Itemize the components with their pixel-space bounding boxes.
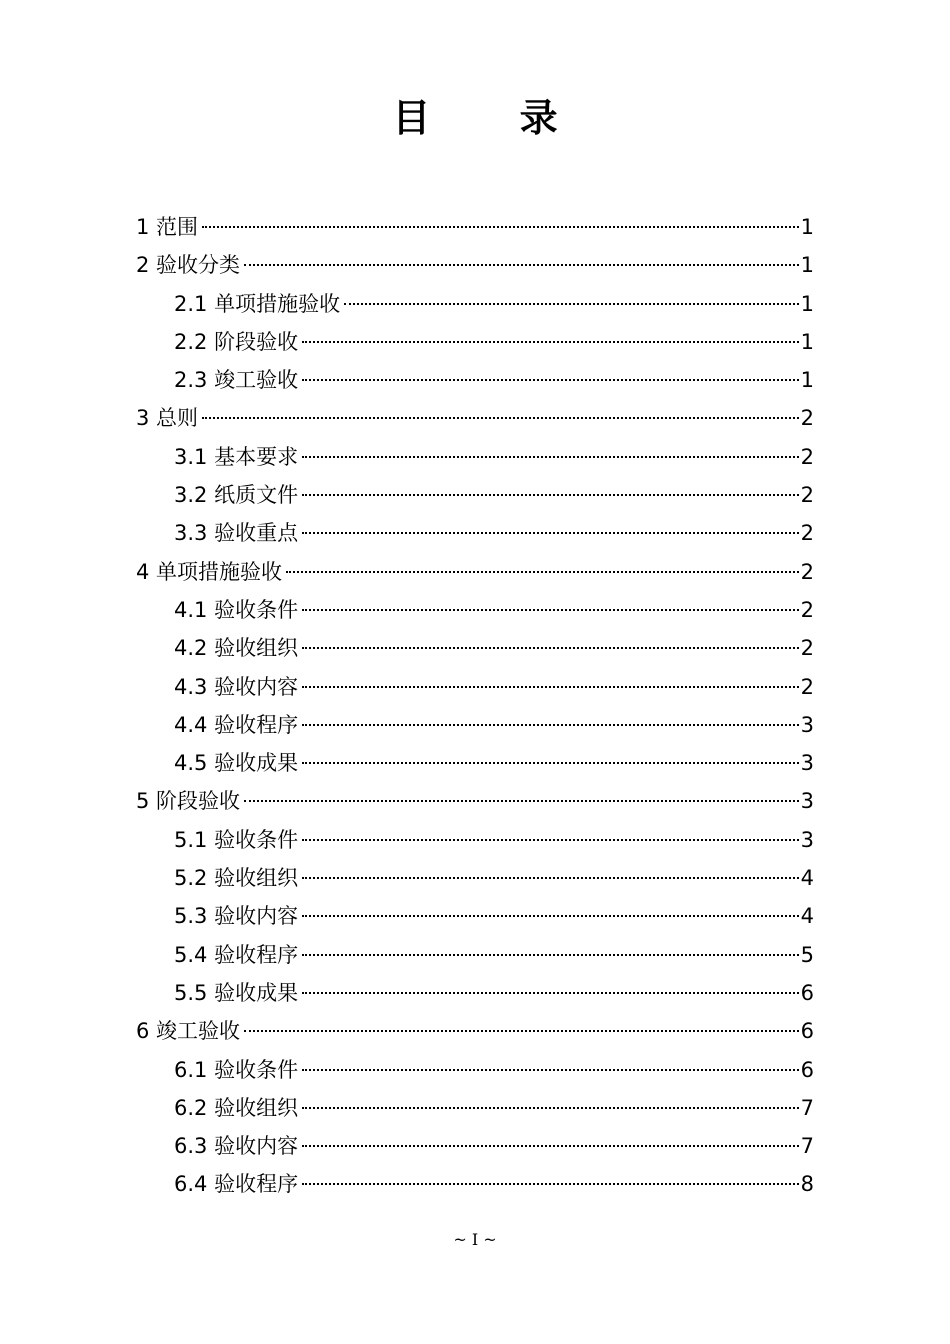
toc-entry-label: 5 阶段验收 bbox=[136, 789, 241, 814]
toc-entry[interactable] bbox=[136, 1127, 814, 1165]
toc-dot-leader bbox=[202, 226, 799, 228]
toc-entry-page-number: 3 bbox=[800, 712, 814, 737]
table-of-contents bbox=[136, 208, 814, 1204]
toc-dot-leader bbox=[244, 1030, 799, 1032]
toc-entry-label: 2 验收分类 bbox=[136, 253, 241, 278]
toc-dot-leader bbox=[202, 417, 799, 419]
toc-entry-page-number: 1 bbox=[800, 215, 814, 239]
toc-entry[interactable] bbox=[136, 821, 814, 859]
toc-dot-leader bbox=[302, 877, 799, 879]
toc-entry-label: 3.3 验收重点 bbox=[174, 521, 299, 546]
toc-entry-label: 5.5 验收成果 bbox=[174, 980, 299, 1005]
toc-entry-page-number: 1 bbox=[800, 329, 814, 354]
toc-entry[interactable] bbox=[136, 974, 814, 1012]
toc-entry-label: 1 范围 bbox=[136, 215, 199, 239]
toc-entry-page-number: 7 bbox=[800, 1134, 814, 1159]
toc-entry-page-number: 6 bbox=[800, 980, 814, 1005]
toc-dot-leader bbox=[302, 1107, 799, 1109]
toc-entry[interactable] bbox=[136, 285, 814, 323]
toc-entry-label: 5.4 验收程序 bbox=[174, 942, 299, 967]
toc-entry-page-number: 2 bbox=[800, 597, 814, 622]
toc-entry-label: 3.1 基本要求 bbox=[174, 444, 299, 469]
toc-entry[interactable] bbox=[136, 629, 814, 667]
toc-dot-leader bbox=[302, 494, 799, 496]
toc-entry-label: 3 总则 bbox=[136, 406, 199, 431]
toc-entry-label: 4.4 验收程序 bbox=[174, 712, 299, 737]
toc-dot-leader bbox=[302, 686, 799, 688]
toc-dot-leader bbox=[302, 724, 799, 726]
toc-dot-leader bbox=[302, 647, 799, 649]
toc-entry[interactable] bbox=[136, 936, 814, 974]
toc-entry-label: 5.2 验收组织 bbox=[174, 866, 299, 891]
toc-entry-label: 5.1 验收条件 bbox=[174, 827, 299, 852]
toc-dot-leader bbox=[244, 800, 799, 802]
toc-entry-page-number: 7 bbox=[800, 1095, 814, 1120]
toc-dot-leader bbox=[244, 264, 799, 266]
toc-entry[interactable] bbox=[136, 782, 814, 820]
toc-dot-leader bbox=[302, 341, 799, 343]
toc-entry-page-number: 1 bbox=[800, 253, 814, 278]
toc-entry[interactable] bbox=[136, 323, 814, 361]
toc-dot-leader bbox=[302, 762, 799, 764]
toc-dot-leader bbox=[302, 1183, 799, 1185]
toc-entry[interactable] bbox=[136, 1089, 814, 1127]
toc-dot-leader bbox=[286, 571, 799, 573]
toc-entry[interactable] bbox=[136, 361, 814, 399]
toc-dot-leader bbox=[302, 839, 799, 841]
toc-entry-page-number: 2 bbox=[800, 483, 814, 508]
toc-entry-page-number: 1 bbox=[800, 291, 814, 316]
toc-entry-label: 4.2 验收组织 bbox=[174, 636, 299, 661]
toc-entry[interactable] bbox=[136, 1051, 814, 1089]
toc-entry[interactable] bbox=[136, 399, 814, 437]
toc-entry[interactable] bbox=[136, 897, 814, 935]
toc-dot-leader bbox=[302, 609, 799, 611]
toc-entry[interactable] bbox=[136, 246, 814, 284]
toc-entry-page-number: 2 bbox=[800, 559, 814, 584]
toc-entry[interactable] bbox=[136, 859, 814, 897]
toc-entry-label: 4.5 验收成果 bbox=[174, 751, 299, 776]
toc-entry-page-number: 2 bbox=[800, 674, 814, 699]
toc-entry-page-number: 1 bbox=[800, 368, 814, 393]
toc-entry-page-number: 4 bbox=[800, 904, 814, 929]
toc-entry-label: 5.3 验收内容 bbox=[174, 904, 299, 929]
toc-entry[interactable] bbox=[136, 1012, 814, 1050]
toc-entry-page-number: 2 bbox=[800, 444, 814, 469]
toc-entry-label: 4 单项措施验收 bbox=[136, 559, 283, 584]
toc-dot-leader bbox=[302, 1069, 799, 1071]
toc-entry-page-number: 2 bbox=[800, 521, 814, 546]
toc-dot-leader bbox=[302, 915, 799, 917]
toc-dot-leader bbox=[302, 992, 799, 994]
toc-dot-leader bbox=[302, 1145, 799, 1147]
toc-entry-page-number: 8 bbox=[800, 1172, 814, 1197]
toc-entry-label: 4.3 验收内容 bbox=[174, 674, 299, 699]
toc-entry[interactable] bbox=[136, 553, 814, 591]
toc-entry[interactable] bbox=[136, 744, 814, 782]
toc-entry-page-number: 3 bbox=[800, 789, 814, 814]
page-number-footer: ~ I ~ bbox=[453, 1230, 497, 1249]
toc-entry-page-number: 2 bbox=[800, 636, 814, 661]
page-title: 目 录 bbox=[392, 96, 596, 140]
toc-entry-label: 6.1 验收条件 bbox=[174, 1057, 299, 1082]
toc-entry-page-number: 6 bbox=[800, 1057, 814, 1082]
toc-entry[interactable] bbox=[136, 668, 814, 706]
toc-entry[interactable] bbox=[136, 514, 814, 552]
toc-entry-page-number: 5 bbox=[800, 942, 814, 967]
toc-dot-leader bbox=[302, 379, 799, 381]
toc-dot-leader bbox=[302, 532, 799, 534]
toc-entry-label: 2.3 竣工验收 bbox=[174, 368, 299, 393]
toc-entry-page-number: 3 bbox=[800, 827, 814, 852]
toc-dot-leader bbox=[344, 303, 799, 305]
toc-entry-label: 6.2 验收组织 bbox=[174, 1095, 299, 1120]
toc-entry-page-number: 3 bbox=[800, 751, 814, 776]
toc-entry[interactable] bbox=[136, 438, 814, 476]
toc-entry-page-number: 2 bbox=[800, 406, 814, 431]
toc-entry[interactable] bbox=[136, 591, 814, 629]
toc-entry-label: 2.2 阶段验收 bbox=[174, 329, 299, 354]
toc-entry[interactable] bbox=[136, 208, 814, 246]
toc-entry[interactable] bbox=[136, 706, 814, 744]
toc-entry-label: 3.2 纸质文件 bbox=[174, 483, 299, 508]
toc-entry-label: 6.4 验收程序 bbox=[174, 1172, 299, 1197]
toc-entry-page-number: 4 bbox=[800, 866, 814, 891]
toc-entry-page-number: 6 bbox=[800, 1019, 814, 1044]
toc-dot-leader bbox=[302, 954, 799, 956]
toc-entry-label: 4.1 验收条件 bbox=[174, 597, 299, 622]
toc-entry[interactable] bbox=[136, 1165, 814, 1203]
toc-entry-label: 6.3 验收内容 bbox=[174, 1134, 299, 1159]
toc-entry[interactable] bbox=[136, 476, 814, 514]
toc-entry-label: 2.1 单项措施验收 bbox=[174, 291, 341, 316]
toc-entry-label: 6 竣工验收 bbox=[136, 1019, 241, 1044]
toc-dot-leader bbox=[302, 456, 799, 458]
